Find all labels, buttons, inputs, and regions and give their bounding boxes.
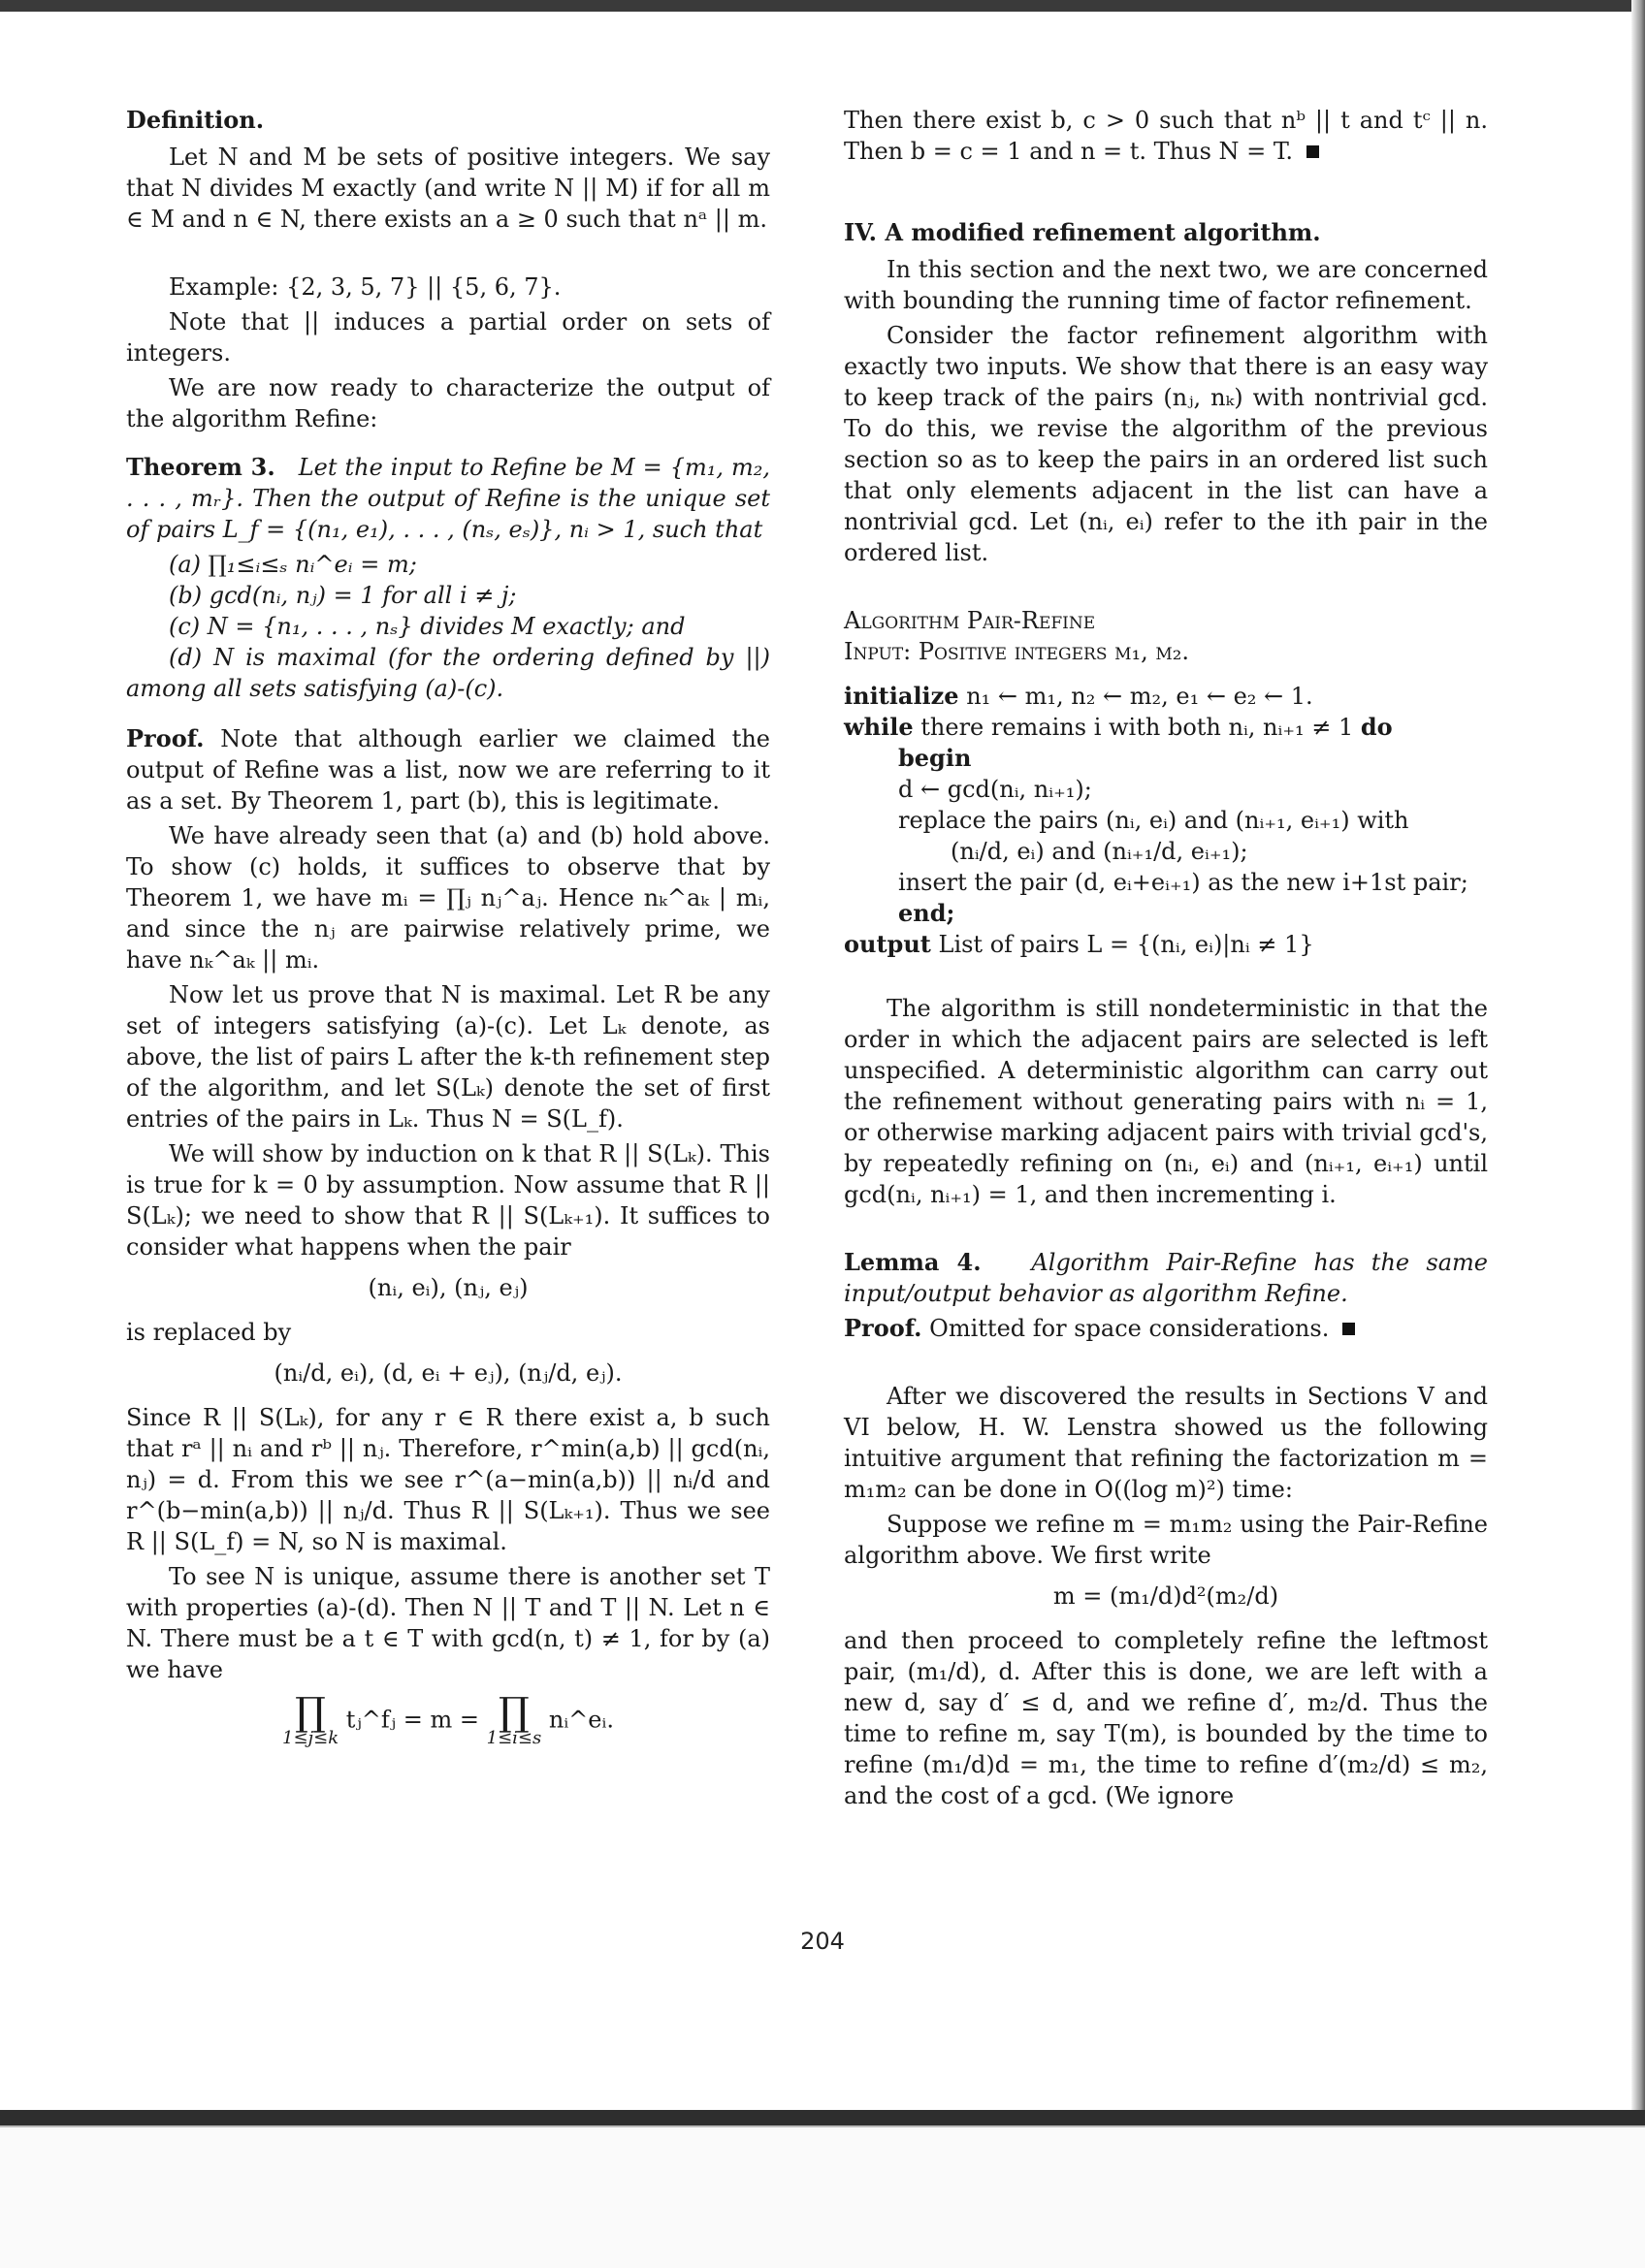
keyword-initialize: initialize xyxy=(844,682,959,710)
left-column xyxy=(126,105,770,1761)
proof-paragraph-6: To see N is unique, assume there is another set T with properties (a)-(d). Then N || T and T || N. Let n ∈ N. There must be a t ∈ T with gcd(n, t) ≠ 1, for by (a) we have xyxy=(126,1563,770,1683)
lenstra-paragraph: After we discovered the results in Sections V and VI below, H. W. Lenstra showed us the following intuitive argument that refining the factorization m = m₁m₂ can be done in O((log m)²) time: xyxy=(844,1383,1488,1503)
product-equation-right: nᵢ^eᵢ. xyxy=(548,1706,614,1734)
keyword-do: do xyxy=(1360,713,1393,741)
scan-right-edge xyxy=(1631,0,1645,2133)
algorithm-initialize xyxy=(844,681,1488,712)
section-paragraph-2: Consider the factor refinement algorithm with exactly two inputs. We show that there is an easy way to keep track of the pairs (nⱼ, nₖ) with nontrivial gcd. To do this, we revise the algorithm of the previous section so as to keep the pairs in an ordered list such that only elements adjacent in the list can have a nontrivial gcd. Let (nᵢ, eᵢ) refer to the ith pair in the ordered list. xyxy=(844,322,1488,566)
theorem-item-d: (d) N is maximal (for the ordering defined by ||) among all sets satisfying (a)-(c). xyxy=(126,644,770,702)
algorithm-name: Algorithm Pair-Refine xyxy=(844,607,1096,634)
proof-label: Proof. xyxy=(126,724,205,752)
scan-bottom-border xyxy=(0,2110,1645,2125)
keyword-while: while xyxy=(844,713,914,741)
replaced-by-text: is replaced by xyxy=(126,1319,292,1346)
product-symbol-left: ∏ 1≤j≤k xyxy=(282,1690,339,1748)
partial-order-note: Note that || induces a partial order on sets of integers. xyxy=(126,308,770,367)
lemma-text: Algorithm Pair-Refine has the same input/output behavior as algorithm Refine. xyxy=(844,1249,1488,1307)
right-column xyxy=(844,105,1488,1815)
scan-below-area xyxy=(0,2125,1645,2268)
keyword-begin: begin xyxy=(898,744,972,772)
theorem-item-b: (b) gcd(nᵢ, nⱼ) = 1 for all i ≠ j; xyxy=(169,582,517,609)
theorem-label: Theorem 3. xyxy=(126,453,275,481)
proof-paragraph-3: Now let us prove that N is maximal. Let R be any set of integers satisfying (a)-(c). Let Lₖ denote, as above, the list of pairs L after the k-th refinement step of the algorithm, and let S(Lₖ) denote the set of first entries of the pairs in Lₖ. Thus N = S(L_f). xyxy=(126,981,770,1133)
refine-leftmost-paragraph: and then proceed to completely refine the leftmost pair, (m₁/d), d. After this is done, we are left with a new d, say d′ ≤ d, and we refine d′, m₂/d. Thus the time to refine m, say T(m), is bounded by the time to refine (m₁/d)d = m₁, the time to refine d′(m₂/d) ≤ m₂, and the cost of a gcd. (We ignore xyxy=(844,1627,1488,1809)
output-statement: List of pairs L = {(nᵢ, eᵢ)|nᵢ ≠ 1} xyxy=(938,931,1314,958)
theorem-3 xyxy=(126,452,770,545)
ready-text: We are now ready to characterize the output of the algorithm Refine: xyxy=(126,374,770,432)
qed-square-icon xyxy=(1306,145,1319,158)
definition-text: Let N and M be sets of positive integers. We say that N divides M exactly (and write N || M) if for all m ∈ M and n ∈ N, there exists an a ≥ 0 such that nᵃ || m. xyxy=(126,144,770,233)
proof-continuation-text: Then there exist b, c > 0 such that nᵇ || t and tᶜ || n. Then b = c = 1 and n = t. Thus N = T. xyxy=(844,107,1488,165)
init-statement: n₁ ← m₁, n₂ ← m₂, e₁ ← e₂ ← 1. xyxy=(966,683,1313,710)
while-condition: there remains i with both nᵢ, nᵢ₊₁ ≠ 1 xyxy=(920,714,1354,741)
proof-paragraph-4: We will show by induction on k that R || S(Lₖ). This is true for k = 0 by assumption. Now assume that R || S(Lₖ); we need to show that R || S(Lₖ₊₁). It suffices to consider what happens when the pair xyxy=(126,1140,770,1261)
algorithm-insert-step: insert the pair (d, eᵢ+eᵢ₊₁) as the new i+1st pair; xyxy=(898,869,1468,896)
section-heading: IV. A modified refinement algorithm. xyxy=(844,218,1321,246)
definition-heading: Definition. xyxy=(126,106,265,134)
proof-paragraph-5: Since R || S(Lₖ), for any r ∈ R there exist a, b such that rᵃ || nᵢ and rᵇ || nⱼ. Therefore, r^min(a,b) || gcd(nᵢ, nⱼ) = d. From this we see r^(a−min(a,b)) || nᵢ/d and r^(b−min(a,b)) || nⱼ/d. Thus R || S(Lₖ₊₁). Thus we see R || S(L_f) = N, so N is maximal. xyxy=(126,1404,770,1555)
algorithm-output xyxy=(844,929,1488,960)
equation-replacement: (nᵢ/d, eᵢ), (d, eᵢ + eⱼ), (nⱼ/d, eⱼ). xyxy=(274,1359,623,1387)
lemma-proof xyxy=(844,1313,1488,1344)
theorem-item-c: (c) N = {n₁, . . . , nₛ} divides M exactly; and xyxy=(169,613,686,640)
product-equation-left: tⱼ^fⱼ = m = xyxy=(345,1706,479,1734)
equation-pair: (nᵢ, eᵢ), (nⱼ, eⱼ) xyxy=(368,1274,529,1301)
nondeterminism-paragraph: The algorithm is still nondeterministic in that the order in which the adjacent pairs are selected is left unspecified. A deterministic algorithm can carry out the refinement without generating pairs with nᵢ = 1, or otherwise marking adjacent pairs with trivial gcd's, by repeatedly refining on (nᵢ, eᵢ) and (nᵢ₊₁, eᵢ₊₁) until gcd(nᵢ, nᵢ₊₁) = 1, and then incrementing i. xyxy=(844,995,1488,1208)
algorithm-end xyxy=(844,898,1488,929)
proof-text-1: Note that although earlier we claimed the output of Refine was a list, now we are referring to it as a set. By Theorem 1, part (b), this is legitimate. xyxy=(126,725,770,815)
lemma-proof-label: Proof. xyxy=(844,1314,922,1342)
lemma-4 xyxy=(844,1247,1488,1309)
algorithm-begin xyxy=(844,743,1488,774)
product-equation xyxy=(126,1690,770,1748)
keyword-end: end; xyxy=(898,899,955,927)
proof-paragraph-1 xyxy=(126,723,770,816)
keyword-output: output xyxy=(844,930,931,958)
product-symbol-right: ∏ 1≤i≤s xyxy=(486,1690,542,1748)
qed-square-icon-2 xyxy=(1342,1323,1355,1335)
algorithm-input: Input: Positive integers m₁, m₂. xyxy=(844,638,1190,665)
proof-continuation xyxy=(844,105,1488,167)
factorization-equation: m = (m₁/d)d²(m₂/d) xyxy=(1052,1582,1279,1610)
scan-top-border xyxy=(0,0,1645,12)
page-number: 204 xyxy=(800,1928,845,1955)
example-text: Example: {2, 3, 5, 7} || {5, 6, 7}. xyxy=(169,273,562,301)
theorem-item-a: (a) ∏₁≤ᵢ≤ₛ nᵢ^eᵢ = m; xyxy=(169,551,417,578)
algorithm-replace-step: replace the pairs (nᵢ, eᵢ) and (nᵢ₊₁, eᵢ₊₁) with xyxy=(898,807,1409,834)
theorem-text: Let the input to Refine be M = {m₁, m₂, . . . , mᵣ}. Then the output of Refine is the unique set of pairs L_f = {(n₁, e₁), . . . , (nₛ, eₛ)}, nᵢ > 1, such that xyxy=(126,454,770,543)
section-paragraph-1: In this section and the next two, we are concerned with bounding the running time of factor refinement. xyxy=(844,256,1488,314)
suppose-paragraph: Suppose we refine m = m₁m₂ using the Pair-Refine algorithm above. We first write xyxy=(844,1511,1488,1569)
proof-paragraph-2: We have already seen that (a) and (b) hold above. To show (c) holds, it suffices to observe that by Theorem 1, we have mᵢ = ∏ⱼ nⱼ^aⱼ. Hence nₖ^aₖ | mᵢ, and since the nⱼ are pairwise relatively prime, we have nₖ^aₖ || mᵢ. xyxy=(126,822,770,974)
scan-edge-line xyxy=(0,2125,1645,2127)
algorithm-while xyxy=(844,712,1488,743)
lemma-label: Lemma 4. xyxy=(844,1248,982,1276)
algorithm-replace-step-cont: (nᵢ/d, eᵢ) and (nᵢ₊₁/d, eᵢ₊₁); xyxy=(951,838,1248,865)
algorithm-gcd-step: d ← gcd(nᵢ, nᵢ₊₁); xyxy=(898,776,1092,803)
lemma-proof-text: Omitted for space considerations. xyxy=(929,1315,1330,1342)
